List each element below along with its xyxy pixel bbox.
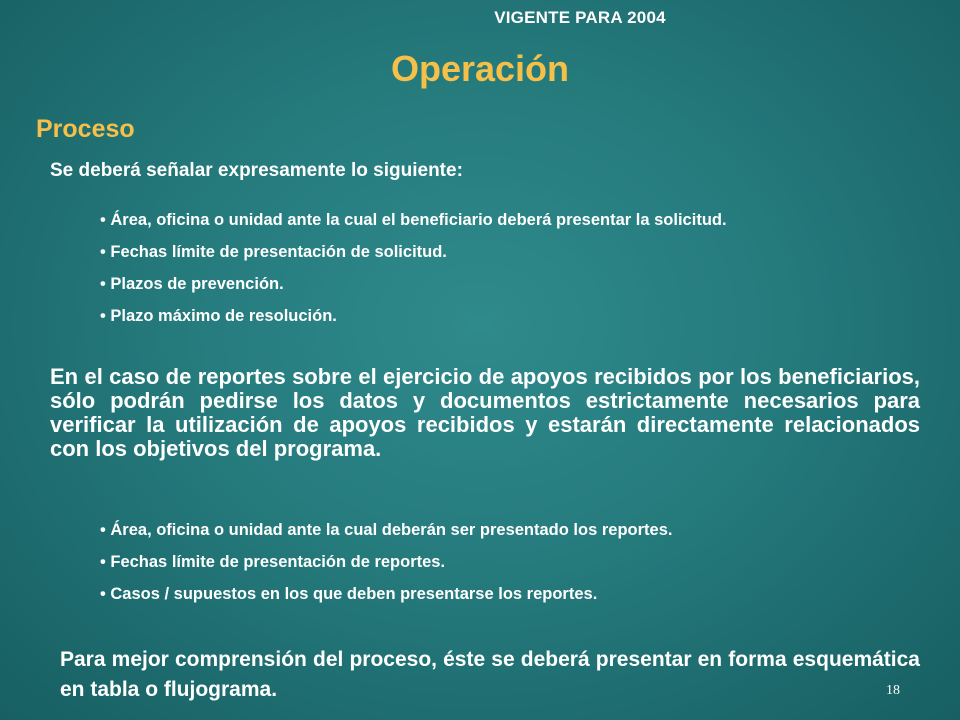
list-item: • Área, oficina o unidad ante la cual el beneficiario deberá presentar la solicitud. (100, 210, 920, 230)
section-title: Proceso (36, 115, 135, 143)
requirements-list (100, 210, 920, 326)
list-item: • Fechas límite de presentación de solicitud. (100, 242, 920, 262)
slide-title: Operación (390, 48, 570, 89)
lead-text: Se deberá señalar expresamente lo siguiente: (50, 160, 463, 181)
validity-badge: VIGENTE PARA 2004 (494, 8, 666, 27)
list-item: • Plazos de prevención. (100, 274, 920, 294)
list-item: • Plazo máximo de resolución. (100, 306, 920, 326)
reports-paragraph: En el caso de reportes sobre el ejercicio de apoyos recibidos por los beneficiarios, sólo podrán pedirse los datos y documentos estrictamente necesarios para verificar la utilización de apoyos recibidos y estarán directamente relacionados con los objetivos del programa. (50, 364, 920, 461)
list-item: • Fechas límite de presentación de reportes. (100, 552, 920, 572)
reports-list (100, 520, 920, 604)
list-item: • Casos / supuestos en los que deben presentarse los reportes. (100, 584, 920, 604)
closing-note: Para mejor comprensión del proceso, éste se deberá presentar en forma esquemática en tabla o flujograma. (60, 648, 920, 701)
page-number: 18 (886, 683, 900, 698)
list-item: • Área, oficina o unidad ante la cual deberán ser presentado los reportes. (100, 520, 920, 540)
